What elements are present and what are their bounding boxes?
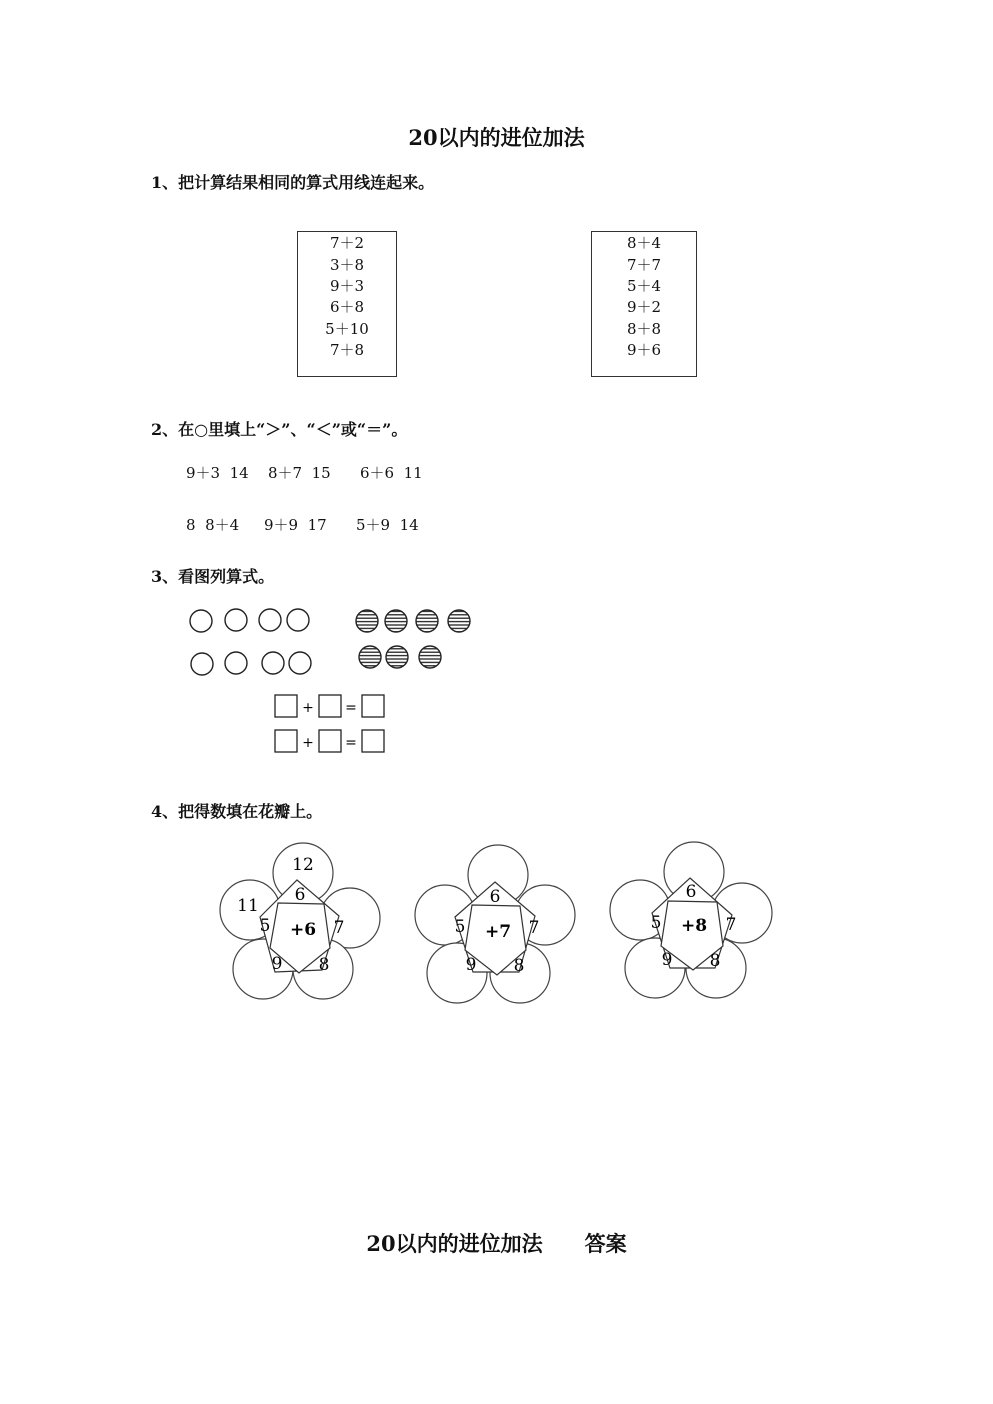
compare-item: 9＋9 17 <box>264 516 327 534</box>
flower-number: 5 <box>454 917 466 937</box>
question-1-label: 1、把计算结果相同的算式用线连起来。 <box>151 173 435 192</box>
flower-3 <box>610 842 772 998</box>
flower-number: 7 <box>528 918 540 938</box>
empty-circle-icon <box>191 653 213 675</box>
right-expression: 9＋2 <box>626 298 662 316</box>
question-4-label: 4、把得数填在花瓣上。 <box>151 802 323 821</box>
answer-title: 20以内的进位加法 答案 <box>366 1231 627 1256</box>
flower-center: +6 <box>289 920 317 940</box>
flower-number: 6 <box>685 882 697 902</box>
striped-circle-icon <box>356 610 378 632</box>
striped-circle-icon <box>386 646 408 668</box>
left-expression: 7＋2 <box>329 234 365 252</box>
answer-box[interactable] <box>319 695 341 717</box>
answer-box[interactable] <box>275 695 297 717</box>
picture-equation-figure <box>180 600 490 760</box>
left-expression-box <box>297 231 397 377</box>
equals-sign: = <box>345 700 357 716</box>
petal-number: 11 <box>237 896 259 916</box>
right-expression: 8＋4 <box>626 234 662 252</box>
flower-number: 5 <box>650 913 662 933</box>
left-expression: 6＋8 <box>329 298 365 316</box>
question-2-label: 2、在○里填上“＞”、“＜”或“＝”。 <box>151 420 408 439</box>
left-expression: 3＋8 <box>329 256 365 274</box>
empty-circle-icon <box>287 609 309 631</box>
compare-item: 8＋7 15 <box>268 464 331 482</box>
flower-number: 8 <box>318 955 330 975</box>
striped-circle-icon <box>419 646 441 668</box>
compare-item: 8 8＋4 <box>186 516 240 534</box>
right-expression: 8＋8 <box>626 320 662 338</box>
flower-number: 9 <box>661 950 673 970</box>
empty-circle-icon <box>225 609 247 631</box>
flower-1 <box>220 843 380 999</box>
flower-center: +8 <box>680 916 708 936</box>
left-expression: 9＋3 <box>329 277 365 295</box>
empty-circle-icon <box>225 652 247 674</box>
flowers-figure <box>200 830 790 1020</box>
right-expression: 7＋7 <box>626 256 662 274</box>
question-3-label: 3、看图列算式。 <box>151 567 275 586</box>
striped-circle-icon <box>359 646 381 668</box>
flower-number: 9 <box>465 955 477 975</box>
striped-circle-icon <box>416 610 438 632</box>
flower-number: 9 <box>271 954 283 974</box>
left-expression: 5＋10 <box>325 320 369 338</box>
flower-number: 8 <box>709 951 721 971</box>
striped-circle-icon <box>448 610 470 632</box>
right-expression: 5＋4 <box>626 277 662 295</box>
striped-circle-icon <box>385 610 407 632</box>
left-expression: 7＋8 <box>329 341 365 359</box>
flower-number: 7 <box>725 915 737 935</box>
plus-sign: + <box>302 700 314 716</box>
flower-number: 5 <box>259 916 271 936</box>
page-title: 20以内的进位加法 <box>408 125 585 150</box>
flower-number: 6 <box>489 887 501 907</box>
compare-item: 9＋3 14 <box>186 464 249 482</box>
equals-sign: = <box>345 735 357 751</box>
compare-item: 6＋6 11 <box>360 464 423 482</box>
petal-number: 12 <box>292 855 314 875</box>
empty-circle-icon <box>289 652 311 674</box>
flower-2 <box>415 845 575 1003</box>
answer-box[interactable] <box>275 730 297 752</box>
right-expression: 9＋6 <box>626 341 662 359</box>
empty-circle-icon <box>190 610 212 632</box>
answer-box[interactable] <box>362 695 384 717</box>
answer-box[interactable] <box>319 730 341 752</box>
flower-number: 7 <box>333 918 345 938</box>
right-expression-box <box>591 231 697 377</box>
compare-item: 5＋9 14 <box>356 516 419 534</box>
plus-sign: + <box>302 735 314 751</box>
answer-box[interactable] <box>362 730 384 752</box>
flower-number: 6 <box>294 885 306 905</box>
flower-number: 8 <box>513 956 525 976</box>
flower-center: +7 <box>484 922 512 942</box>
empty-circle-icon <box>259 609 281 631</box>
empty-circle-icon <box>262 652 284 674</box>
